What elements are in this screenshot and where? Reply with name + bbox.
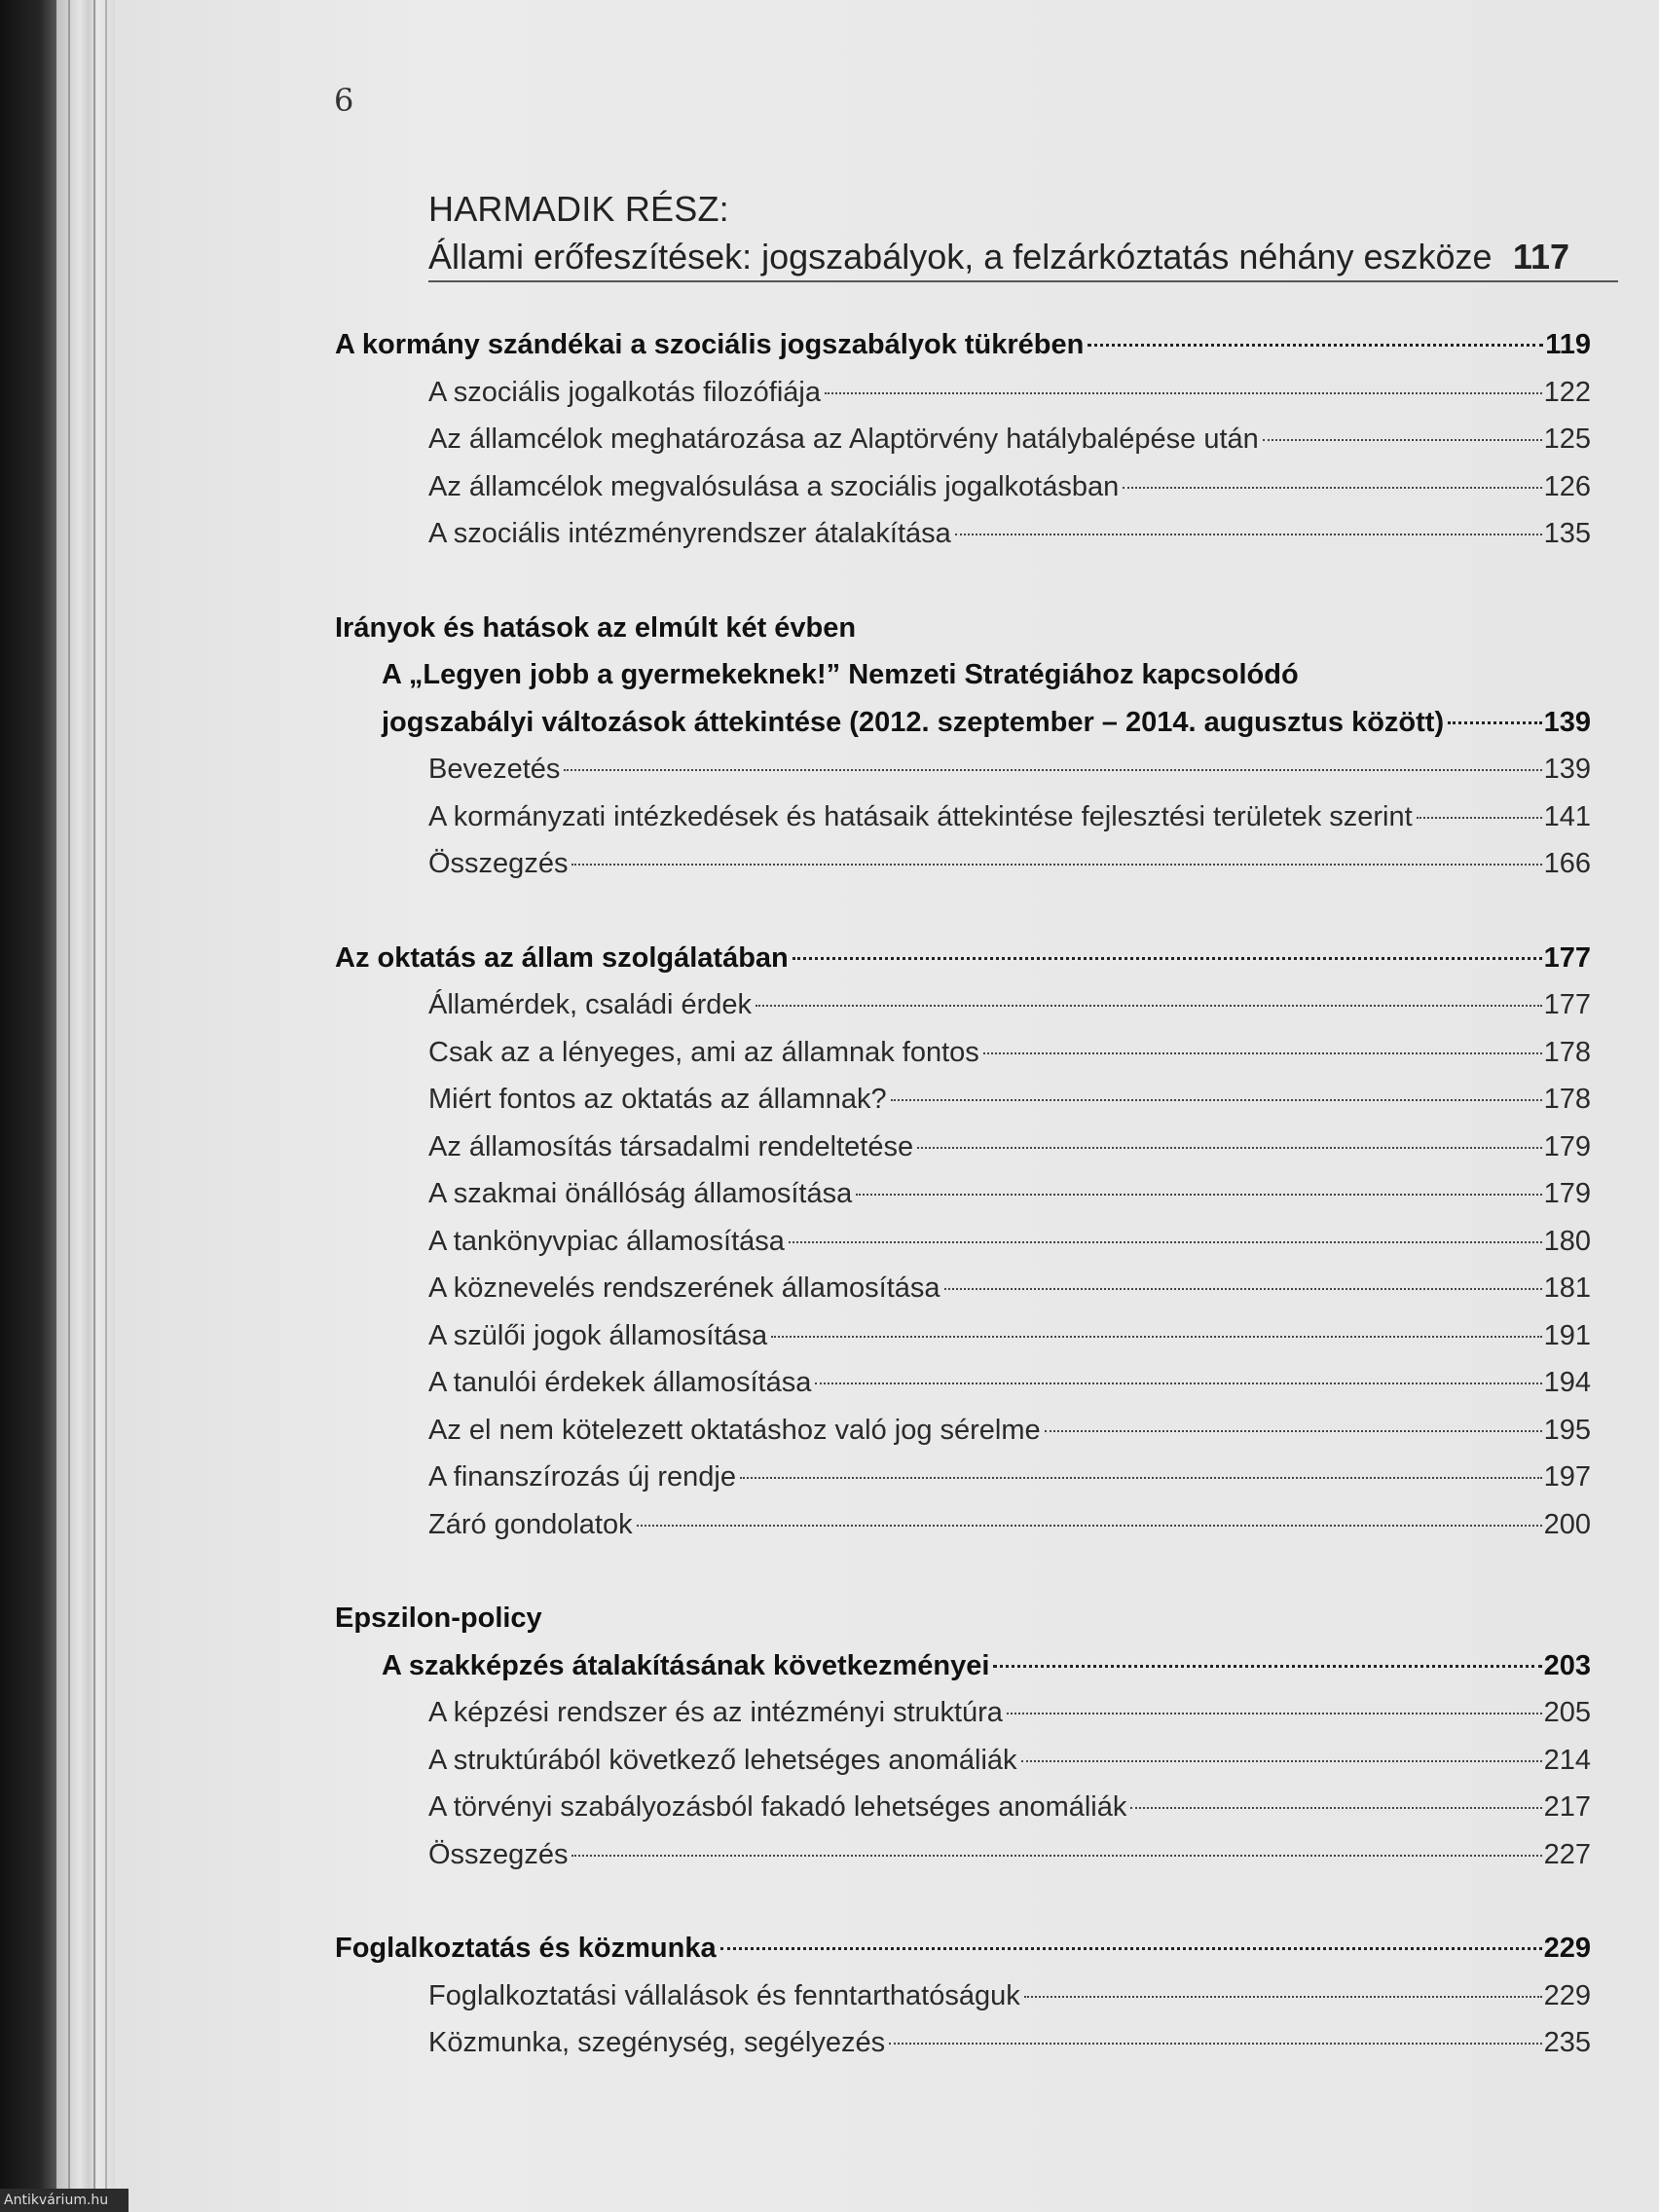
- toc-entry-title: Irányok és hatások az elmúlt két évben: [335, 611, 857, 644]
- toc-entry-title: Epszilon-policy: [335, 1603, 542, 1634]
- toc-entry-page: 200: [1543, 1508, 1591, 1540]
- dot-leader: [771, 1336, 1541, 1338]
- toc-entry-page: 229: [1543, 1933, 1591, 1964]
- toc-entry-page: 227: [1543, 1838, 1591, 1870]
- toc-entry-title: Záró gondolatok: [428, 1508, 633, 1540]
- toc-entry-title: A tanulói érdekek államosítása: [428, 1367, 812, 1398]
- toc-entry-page: 178: [1543, 1084, 1591, 1115]
- toc-entry-page: 177: [1543, 989, 1591, 1020]
- toc-entry[interactable]: [335, 1367, 1591, 1415]
- dot-leader: [720, 1947, 1542, 1950]
- toc-entry-page: 194: [1543, 1367, 1591, 1398]
- toc-entry[interactable]: [335, 1697, 1591, 1745]
- toc-entry[interactable]: [335, 848, 1591, 896]
- toc-entry-title: A szociális intézményrendszer átalakítása: [428, 518, 951, 549]
- toc-entry-page: 179: [1543, 1130, 1591, 1162]
- toc-chapter[interactable]: [335, 329, 1591, 377]
- toc-entry-title: A kormány szándékai a szociális jogszabályok tükrében: [335, 329, 1085, 360]
- dot-leader: [891, 1099, 1542, 1101]
- toc-entry[interactable]: [335, 518, 1591, 566]
- dot-leader: [917, 1147, 1542, 1149]
- toc-entry-title: Foglalkoztatás és közmunka: [335, 1933, 717, 1964]
- part-title-row: [428, 232, 1616, 282]
- toc-entry[interactable]: [335, 1320, 1591, 1368]
- toc-entry[interactable]: [335, 754, 1591, 801]
- toc-entry-page: 179: [1543, 1178, 1591, 1209]
- toc-chapter[interactable]: [335, 612, 1591, 660]
- toc-entry-title: jogszabályi változások áttekintése (2012. szeptember – 2014. augusztus között): [382, 706, 1445, 738]
- part-title: Állami erőfeszítések: jogszabályok, a felzárkóztatás néhány eszköze: [428, 237, 1493, 276]
- toc-entry-page: 217: [1543, 1791, 1591, 1823]
- toc-entry-title: Az oktatás az állam szolgálatában: [335, 941, 789, 974]
- watermark: Antikvárium.hu: [0, 2189, 129, 2212]
- toc-entry-page: 166: [1543, 848, 1591, 879]
- dot-leader: [944, 1288, 1542, 1290]
- dot-leader: [1130, 1807, 1541, 1809]
- toc-entry-page: 197: [1543, 1461, 1591, 1493]
- dot-leader: [789, 1241, 1542, 1243]
- section-gap: [335, 1556, 1591, 1603]
- toc-entry-title: A köznevelés rendszerének államosítása: [428, 1272, 940, 1304]
- toc-entry-page: 126: [1543, 470, 1591, 502]
- toc-entry-title: Államérdek, családi érdek: [428, 989, 753, 1020]
- toc-entry-page: 235: [1543, 2027, 1591, 2058]
- toc-entry[interactable]: [335, 801, 1591, 849]
- dot-leader: [637, 1525, 1542, 1527]
- dot-leader: [983, 1052, 1542, 1054]
- toc-entry-title: A tankönyvpiac államosítása: [428, 1225, 785, 1257]
- toc-entry[interactable]: [335, 1272, 1591, 1320]
- toc-entry[interactable]: [335, 1037, 1591, 1085]
- toc-entry-page: 141: [1543, 800, 1591, 832]
- toc-chapter[interactable]: [335, 1933, 1591, 1980]
- toc-entry-title: Az államcélok meghatározása az Alaptörvény hatálybalépése után: [428, 424, 1259, 455]
- toc-entry-title: Csak az a lényeges, ami az államnak fontos: [428, 1036, 979, 1068]
- toc-entry-title: Összegzés: [428, 848, 569, 879]
- toc-entry-title: A „Legyen jobb a gyermekeknek!” Nemzeti Stratégiához kapcsolódó: [382, 659, 1299, 690]
- toc-entry[interactable]: [335, 1415, 1591, 1462]
- toc-entry-title: Foglalkoztatási vállalások és fenntarthatóságuk: [428, 1979, 1020, 2011]
- dot-leader: [793, 957, 1542, 960]
- dot-leader: [815, 1382, 1541, 1384]
- dot-leader: [1448, 721, 1541, 724]
- dot-leader: [1123, 487, 1541, 489]
- toc-entry[interactable]: [335, 1178, 1591, 1226]
- toc-entry-page: 195: [1543, 1414, 1591, 1446]
- toc-entry-page: 119: [1545, 329, 1591, 360]
- dot-leader: [756, 1005, 1542, 1007]
- page-edge-line: [68, 0, 70, 2212]
- dot-leader: [1263, 439, 1542, 441]
- dot-leader: [564, 769, 1541, 771]
- toc-entry[interactable]: [335, 1226, 1591, 1273]
- toc-entry-title: A szociális jogalkotás filozófiája: [428, 376, 821, 408]
- toc-entry-page: 178: [1543, 1036, 1591, 1068]
- toc-entry-page: 205: [1543, 1697, 1591, 1728]
- dot-leader: [571, 1855, 1541, 1857]
- dot-leader: [740, 1477, 1542, 1479]
- toc-entry-page: 229: [1543, 1979, 1591, 2011]
- toc-chapter[interactable]: [335, 1603, 1591, 1650]
- page-edge-line: [93, 0, 95, 2212]
- page-number: 6: [334, 82, 354, 119]
- dot-leader: [1417, 817, 1542, 819]
- toc-entry-title: A struktúrából következő lehetséges anomáliák: [428, 1744, 1017, 1776]
- toc-entry-title: Az államcélok megvalósulása a szociális jogalkotásban: [428, 470, 1120, 502]
- dot-leader: [1024, 1996, 1542, 1998]
- toc-entry[interactable]: [335, 1509, 1591, 1557]
- toc-entry[interactable]: [335, 989, 1591, 1037]
- toc-entry-title: Összegzés: [428, 1838, 569, 1870]
- toc-entry-title: A képzési rendszer és az intézményi struktúra: [428, 1697, 1003, 1728]
- toc-subchapter[interactable]: [335, 1650, 1591, 1698]
- dot-leader: [889, 2043, 1542, 2045]
- toc-entry-title: Közmunka, szegénység, segélyezés: [428, 2027, 886, 2058]
- book-spine-shadow: [0, 0, 56, 2212]
- toc-entry-title: A szülői jogok államosítása: [428, 1319, 768, 1351]
- toc-subchapter[interactable]: [335, 659, 1591, 707]
- toc-entry-page: 139: [1543, 706, 1591, 738]
- toc-entry[interactable]: [335, 1131, 1591, 1179]
- toc-entry-page: 214: [1543, 1744, 1591, 1776]
- toc-entry-page: 139: [1543, 754, 1591, 785]
- toc-entry[interactable]: [335, 1745, 1591, 1792]
- dot-leader: [1007, 1713, 1542, 1714]
- toc-entry-title: Az el nem kötelezett oktatáshoz való jog sérelme: [428, 1414, 1041, 1446]
- part-heading: [428, 187, 1616, 282]
- dot-leader: [1088, 344, 1543, 347]
- toc-entry-title: Bevezetés: [428, 754, 561, 785]
- dot-leader: [1045, 1430, 1542, 1432]
- toc-entry-page: 122: [1543, 376, 1591, 408]
- toc-entry-page: 135: [1543, 518, 1591, 549]
- toc-entry-page: 203: [1543, 1649, 1591, 1681]
- toc-entry-page: 180: [1543, 1225, 1591, 1257]
- toc-chapter[interactable]: [335, 942, 1591, 990]
- toc-entry-title: A finanszírozás új rendje: [428, 1461, 736, 1493]
- toc-entry[interactable]: [335, 377, 1591, 424]
- toc-entry[interactable]: [335, 471, 1591, 519]
- section-gap: [335, 566, 1591, 612]
- toc-subchapter[interactable]: [335, 707, 1591, 755]
- toc-entry-title: Miért fontos az oktatás az államnak?: [428, 1084, 887, 1115]
- part-heading-rule: [428, 280, 1618, 282]
- toc-entry[interactable]: [335, 1980, 1591, 2028]
- part-label: HARMADIK RÉSZ:: [428, 189, 729, 229]
- dot-leader: [1021, 1760, 1542, 1762]
- toc-entry[interactable]: [335, 1084, 1591, 1131]
- toc-entry[interactable]: [335, 2027, 1591, 2075]
- toc-entry-title: Az államosítás társadalmi rendeltetése: [428, 1130, 914, 1162]
- toc-entry-title: A szakmai önállóság államosítása: [428, 1178, 853, 1209]
- toc-entry[interactable]: [335, 424, 1591, 471]
- table-of-contents: [335, 329, 1591, 2075]
- toc-entry-title: A törvényi szabályozásból fakadó lehetséges anomáliák: [428, 1791, 1127, 1823]
- part-page-number: 117: [1512, 237, 1569, 276]
- toc-entry[interactable]: [335, 1791, 1591, 1839]
- dot-leader: [955, 534, 1542, 535]
- toc-entry[interactable]: [335, 1461, 1591, 1509]
- section-gap: [335, 1886, 1591, 1933]
- toc-entry-title: A szakképzés átalakításának következményei: [382, 1649, 990, 1681]
- dot-leader: [993, 1665, 1541, 1668]
- toc-entry-page: 177: [1543, 941, 1591, 974]
- toc-entry-page: 191: [1543, 1319, 1591, 1351]
- dot-leader: [856, 1194, 1541, 1196]
- dot-leader: [571, 864, 1541, 866]
- page-edge-line: [105, 0, 107, 2212]
- toc-entry-page: 181: [1543, 1272, 1591, 1304]
- dot-leader: [825, 392, 1542, 394]
- toc-entry-title: A kormányzati intézkedések és hatásaik áttekintése fejlesztési területek szerint: [428, 800, 1413, 832]
- toc-entry[interactable]: [335, 1839, 1591, 1887]
- section-gap: [335, 896, 1591, 942]
- toc-entry-page: 125: [1543, 424, 1591, 455]
